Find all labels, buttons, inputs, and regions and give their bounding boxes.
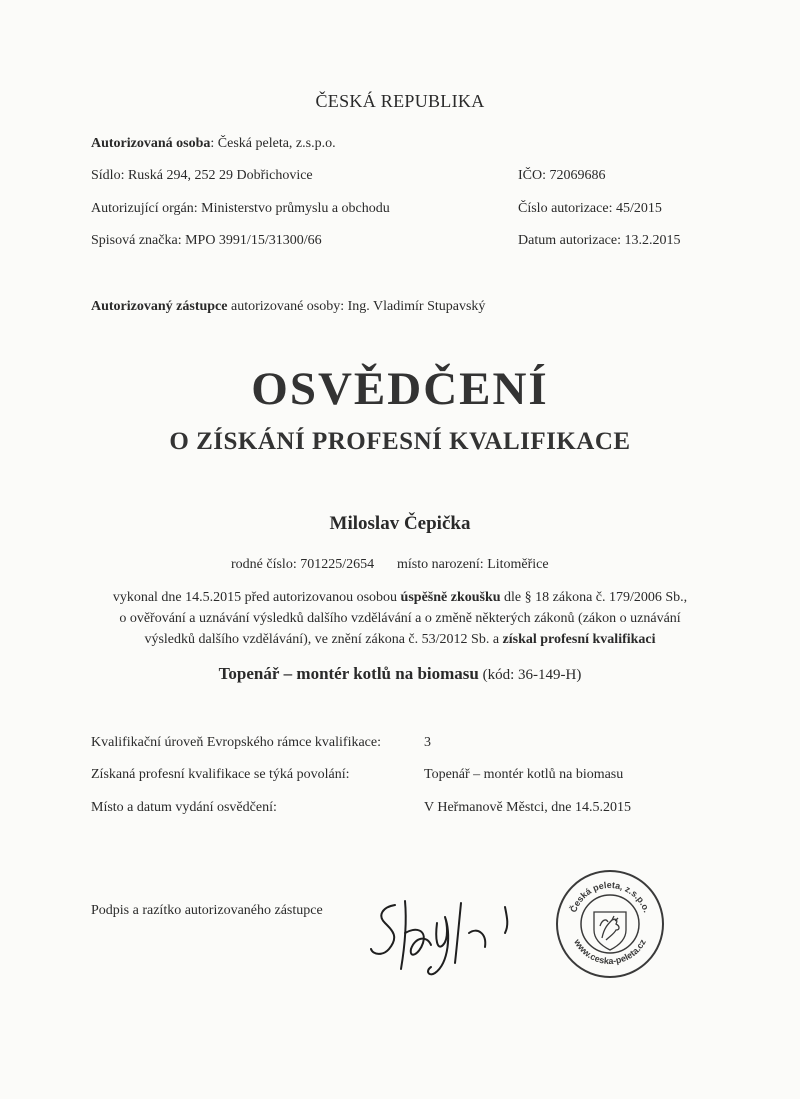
eqf-level-label: Kvalifikační úroveň Evropského rámce kvalifikace: — [91, 735, 381, 750]
authorization-date: Datum autorizace: 13.2.2015 — [518, 233, 681, 248]
certificate-subtitle: O ZÍSKÁNÍ PROFESNÍ KVALIFIKACE — [169, 428, 631, 455]
eqf-level-value: 3 — [424, 735, 431, 750]
authorized-representative — [91, 299, 485, 315]
signature-label: Podpis a razítko autorizovaného zástupce — [91, 903, 323, 918]
statement-line-2: o ověřování a uznávání výsledků dalšího vzdělávání a o změně některých zákonů (zákon o uznávání — [119, 611, 681, 626]
qualification — [0, 664, 800, 684]
file-reference: Spisová značka: MPO 3991/15/31300/66 — [91, 233, 322, 248]
round-stamp — [554, 868, 666, 980]
statement-line-1 — [0, 590, 800, 606]
holder-name: Miloslav Čepička — [329, 513, 471, 534]
place-date-value: V Heřmanově Městci, dne 14.5.2015 — [424, 800, 631, 815]
country-heading: ČESKÁ REPUBLIKA — [315, 91, 485, 111]
representative-label: Autorizovaný zástupce — [91, 299, 228, 314]
authorization-number: Číslo autorizace: 45/2015 — [518, 201, 662, 216]
birthplace: místo narození: Litoměřice — [397, 557, 549, 572]
qualification-name: Topenář – montér kotlů na biomasu — [218, 664, 479, 683]
occupation-label: Získaná profesní kvalifikace se týká povolání: — [91, 767, 350, 782]
statement-text: vykonal dne 14.5.2015 před autorizovanou osobou — [112, 590, 401, 605]
place-date-label: Místo a datum vydání osvědčení: — [91, 800, 277, 815]
qualification-code: (kód: 36-149-H) — [478, 667, 582, 683]
seat: Sídlo: Ruská 294, 252 29 Dobřichovice — [91, 168, 313, 183]
stamp-text-top: Česká peleta, z.s.p.o. — [568, 879, 652, 914]
stamp-emblem — [594, 912, 626, 950]
statement-text: výsledků dalšího vzdělávání), ve znění zákona č. 53/2012 Sb. a — [144, 632, 503, 647]
exam-passed: úspěšně zkoušku — [400, 590, 501, 605]
ico: IČO: 72069686 — [518, 168, 606, 183]
authorized-person-label: Autorizovaná osoba — [91, 136, 211, 151]
svg-text:Česká peleta, z.s.p.o. — [567, 880, 652, 914]
birth-number: rodné číslo: 701225/2654 — [231, 557, 375, 572]
certificate-title: OSVĚDČENÍ — [251, 363, 549, 415]
statement-text: dle § 18 zákona č. 179/2006 Sb., — [500, 590, 688, 605]
stamp-text-bottom: www.ceska-peleta.cz — [572, 937, 648, 967]
authorizing-body: Autorizující orgán: Ministerstvo průmyslu a obchodu — [91, 201, 390, 216]
statement-line-3 — [0, 632, 800, 648]
authorized-person — [91, 136, 336, 152]
svg-text:www.ceska-peleta.cz — [572, 937, 648, 967]
authorized-person-value: : Česká peleta, z.s.p.o. — [210, 136, 336, 151]
representative-value: autorizované osoby: Ing. Vladimír Stupavský — [227, 299, 486, 314]
qualification-obtained: získal profesní kvalifikaci — [502, 632, 656, 647]
handwritten-signature — [365, 893, 535, 978]
occupation-value: Topenář – montér kotlů na biomasu — [424, 767, 624, 782]
